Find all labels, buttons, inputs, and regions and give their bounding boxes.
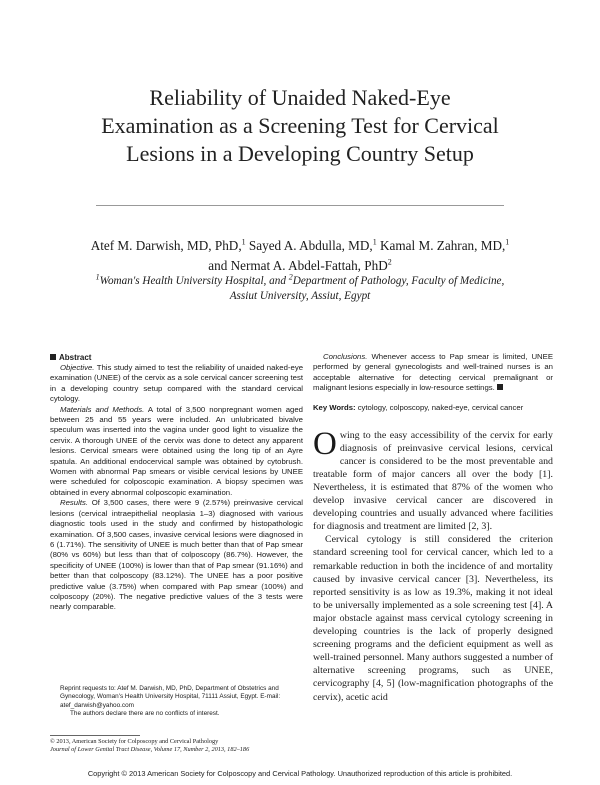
abstract-objective: Objective. This study aimed to test the reliability of unaided naked-eye examination (UNEE) of the cervix as a sole cervical cancer screening test in a developing country setup compared with the standard cervical cytology. bbox=[50, 363, 303, 404]
author-zahran: Kamal M. Zahran, MD, bbox=[376, 238, 506, 253]
abstract-results: Results. Of 3,500 cases, there were 9 (2.57%) preinvasive cervical lesions (cervical intraepithelial neoplasia 1–3) diagnosed with various diagnostic tools used in the study and confirmed by histopathologic examination. Of 3,500 cases, invasive cervical lesions were diagnosed in 6 (1.71%). The sensitivity of UNEE is much better than that of Pap smear (80% vs 60%) but less than that of colposcopy (86.7%). However, the specificity of UNEE (100%) is lower than that of Pap smear (91.16%) and better than that colposcopy (83.12%). The UNEE has a poor positive predictive value (3.75%) when compared with Pap smear (100%) and colposcopy (20%). The negative predictive values of the 3 tests were nearly comparable. bbox=[50, 498, 303, 612]
article-title: Reliability of Unaided Naked-Eye Examination as a Screening Test for Cervical Lesions in a Developing Country Setup bbox=[101, 85, 499, 166]
affiliations: $^1$Woman's Health University Hospital, and $^2$Department of Pathology, Faculty of Medicine, Assiut University, Assiut, Egypt bbox=[95, 272, 505, 302]
abstract-conclusions: Conclusions. Whenever access to Pap smear is limited, UNEE performed by general gynecologists and well-trained nurses is an acceptable alternative for detecting cervical premalignant or malignant lesions especially in low-resource settings. bbox=[313, 352, 553, 393]
journal-copyright: © 2013, American Society for Colposcopy and Cervical Pathology Journal of Lower Genital Tract Disease, Volume 17, Number 2, 2013, 182–186 bbox=[50, 738, 250, 754]
author-abdulla: Sayed A. Abdulla, MD, bbox=[245, 238, 373, 253]
reprint-requests: Reprint requests to: Atef M. Darwish, MD, PhD, Department of Obstetrics and Gynecology, Woman's Health University Hospital, 71111 Assiut, Egypt. E-mail: atef_darwish@yahoo.com The authors declare there are no conflicts of interest. bbox=[60, 685, 281, 718]
drop-cap: O bbox=[313, 425, 337, 462]
intro-paragraph-2: Cervical cytology is still considered the criterion standard screening tool for cervical cancer, which led to a remarkable reduction in both the incidence of and mortality caused by invasive cervical cancer [3]. Nevertheless, its reported sensitivity is as low as 19.3%, making it not ideal to be universally implemented as a sole screening test [4]. A major obstacle against mass cervical cytology screening in developing countries is the lack of properly designed screening programs and the deficient equipment as well as well-trained personnel. Many authors suggested a number of alternative screening programs, such as UNEE, cervicography [4, 5] (low-magnification photographs of the cervix), acetic acid bbox=[313, 534, 553, 703]
author-list bbox=[40, 236, 560, 276]
bullet-square-icon bbox=[50, 354, 56, 360]
author-line-2: and Nermat A. Abdel-Fattah, PhD$^2$ bbox=[208, 257, 392, 273]
end-mark-icon bbox=[497, 384, 503, 390]
right-column bbox=[313, 352, 553, 704]
abstract-left-column bbox=[50, 352, 303, 613]
author-abdel-fattah: and Nermat A. Abdel-Fattah, PhD bbox=[208, 258, 388, 273]
author-darwish: Atef M. Darwish, MD, PhD, bbox=[90, 238, 242, 253]
keywords: Key Words: cytology, colposcopy, naked-eye, cervical cancer bbox=[313, 402, 524, 412]
copyright-divider bbox=[50, 735, 140, 736]
title-divider bbox=[96, 205, 504, 206]
abstract-heading: Abstract bbox=[50, 352, 303, 363]
abstract-methods: Materials and Methods. A total of 3,500 nonpregnant women aged between 25 and 55 years were included. An unlubricated bivalve speculum was inserted into the vagina under good light to visualize the cervix. A thorough UNEE of the cervix was done to detect any apparent lesions. Cervical smears were obtained using the long tip of an Ayre spatula. An additional endocervical sample was obtained by cytobrush. Women with abnormal Pap smears or visible cervical lesions by UNEE were scheduled for colposcopic examination. A biopsy specimen was obtained in every abnormal colposcopic examination. bbox=[50, 404, 303, 497]
author-line-1: Atef M. Darwish, MD, PhD,$^1$ Sayed A. Abdulla, MD,$^1$ Kamal M. Zahran, MD,$^1$ bbox=[90, 237, 510, 253]
page-footer-copyright: Copyright © 2013 American Society for Colposcopy and Cervical Pathology. Unauthorized reproduction of this article is prohibited. bbox=[87, 769, 513, 778]
intro-paragraph-1: Owing to the easy accessibility of the cervix for early diagnosis of preinvasive cervical lesions, cervical cancer is considered to be the most preventable and treatable form of major cancers all over the body [1]. Nevertheless, it is estimated that 87% of the women who develop invasive cervical cancer are discovered in developing countries and usually advanced where facilities for diagnosis and treatment are limited [2, 3]. bbox=[313, 425, 553, 533]
